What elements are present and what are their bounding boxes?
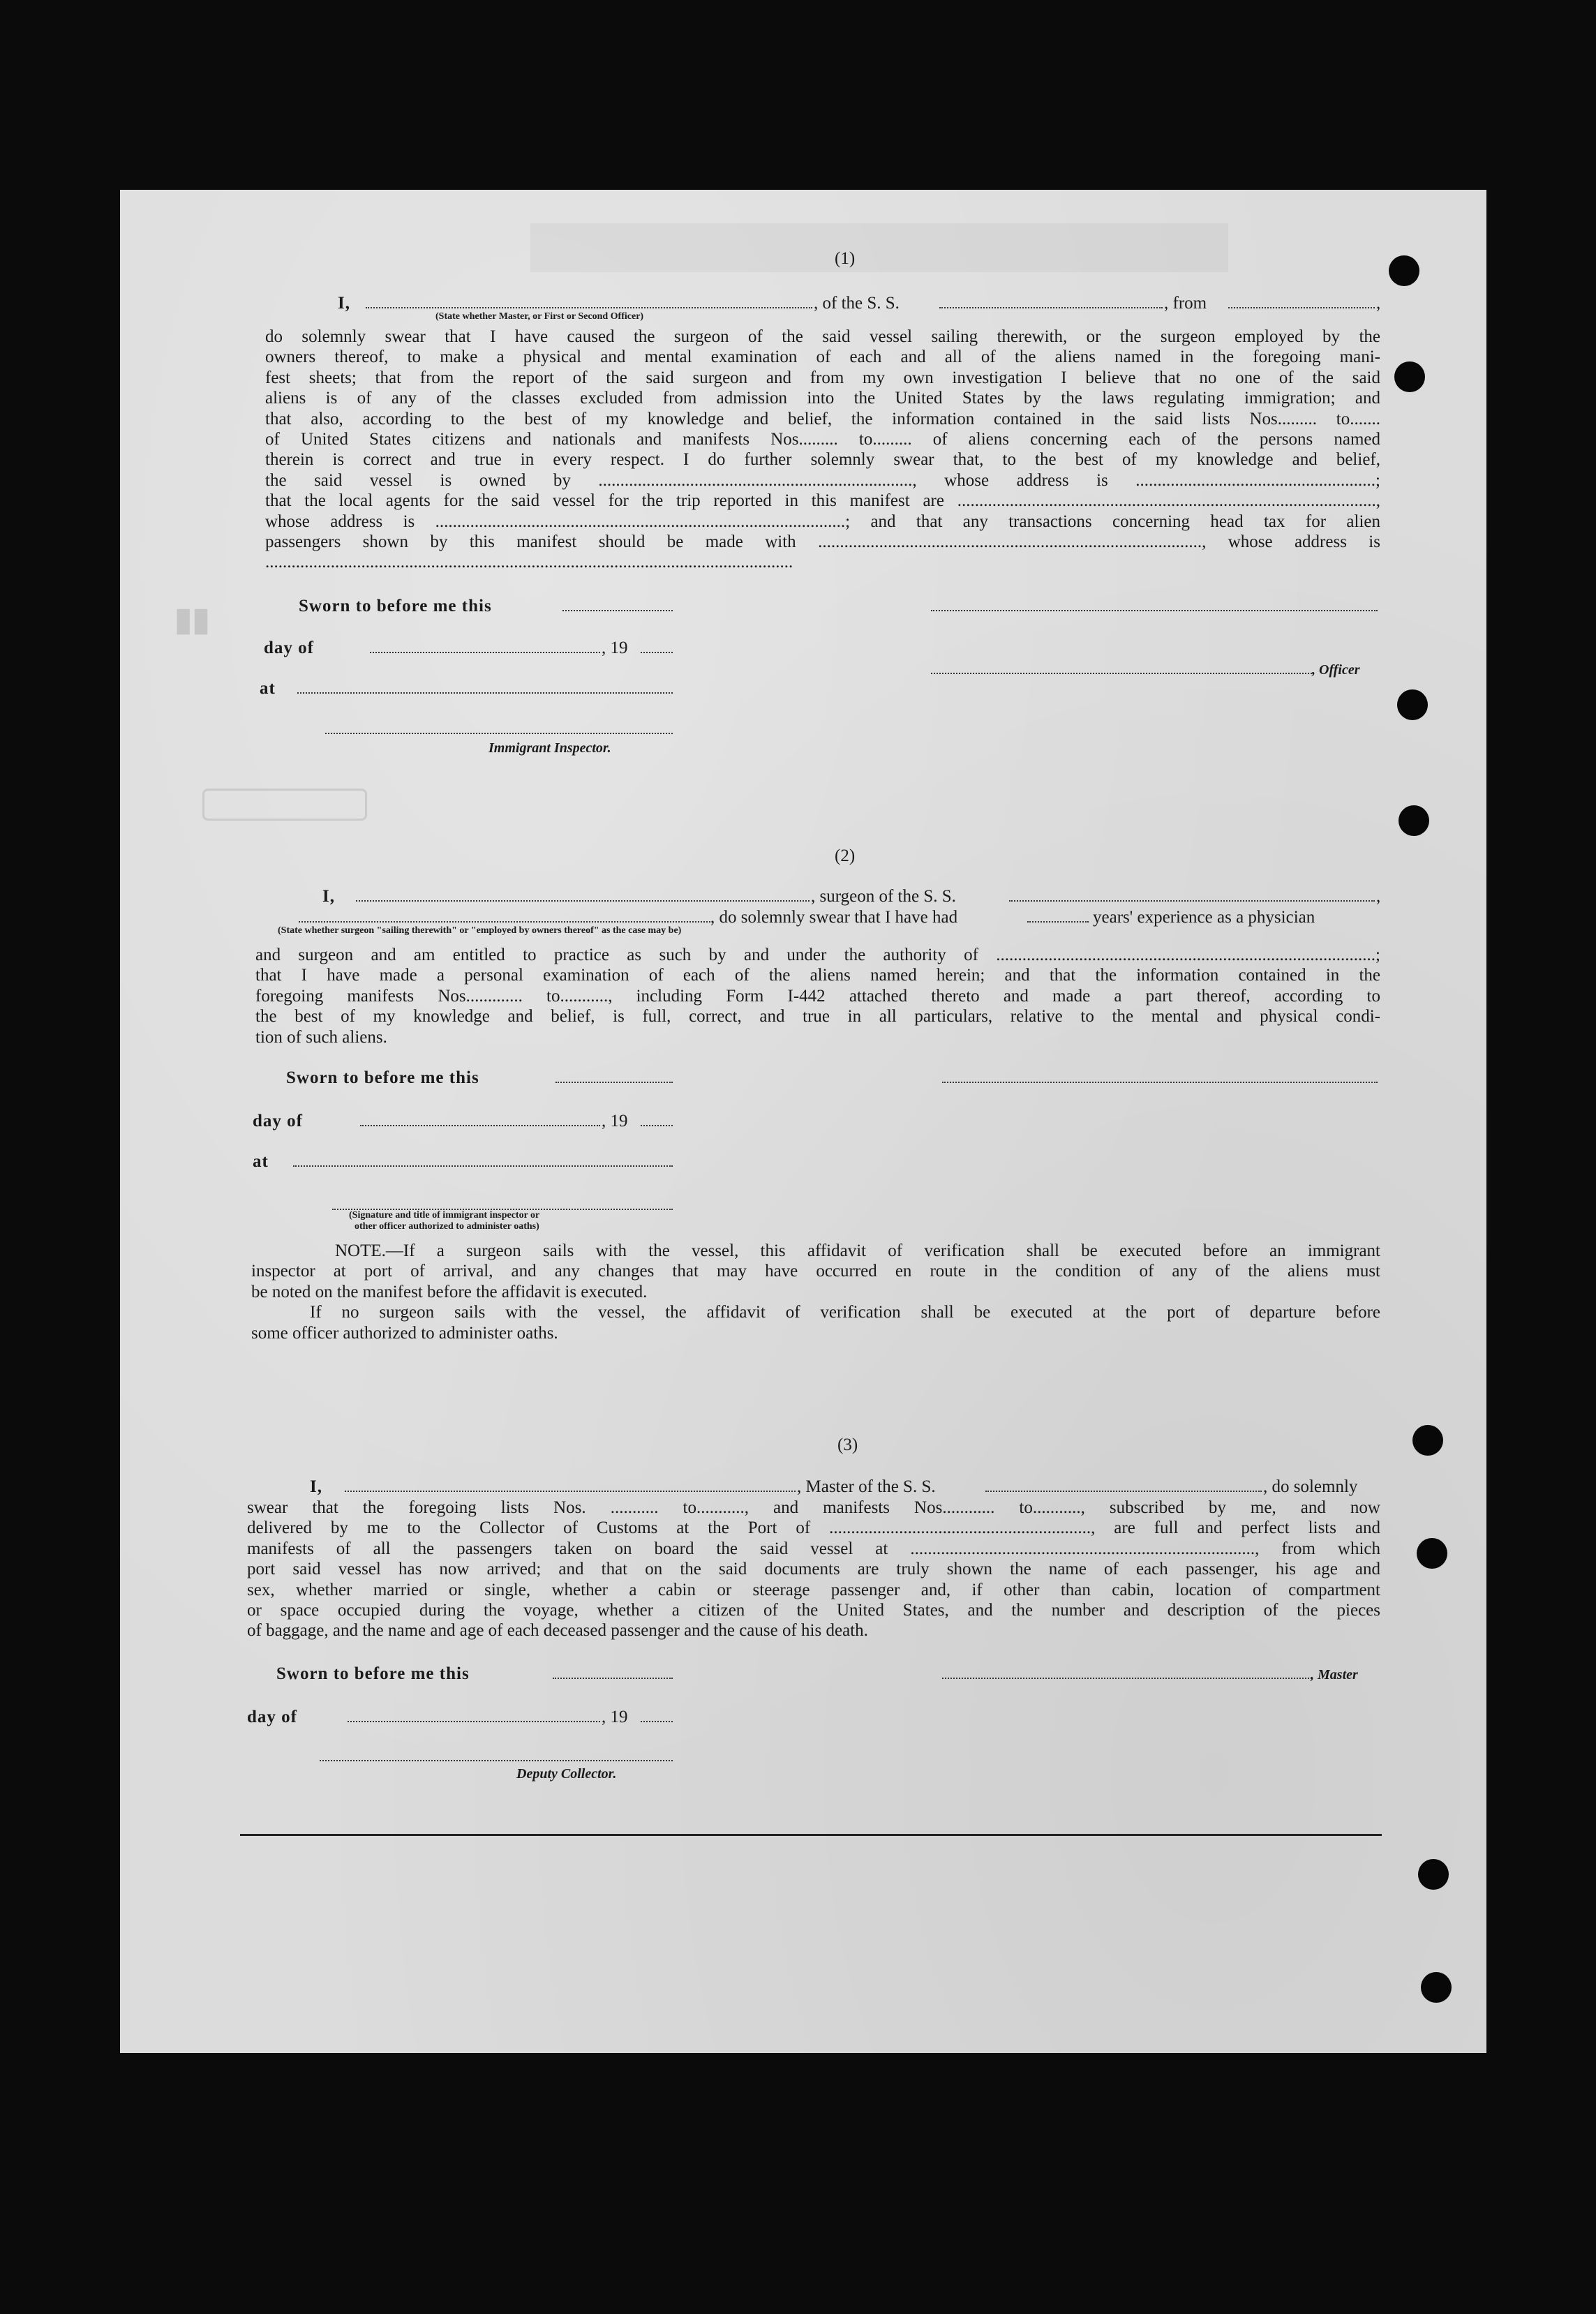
s1-from-label: , from (1164, 294, 1207, 313)
s2-years-field[interactable] (1027, 907, 1089, 923)
s2-note-line: some officer authorized to administer oaths. (251, 1323, 558, 1343)
punch-hole (1399, 805, 1429, 836)
punch-hole (1389, 255, 1419, 286)
punch-hole (1394, 361, 1425, 392)
s1-day-label: day of (264, 639, 314, 657)
s1-at-label: at (260, 679, 276, 698)
punch-hole (1421, 1972, 1452, 2003)
s3-vessel-name-field[interactable] (985, 1477, 1262, 1492)
s1-line: that also, according to the best of my knowledge and belief, the information contained in the said lists Nos......... to....... (265, 409, 1380, 428)
s2-years-label: years' experience as a physician (1093, 908, 1315, 927)
s3-line: sex, whether married or single, whether a cabin or steerage passenger and, if other than cabin, location of compartment (247, 1580, 1380, 1599)
s3-line: of baggage, and the name and age of each deceased passenger and the cause of his death. (247, 1621, 868, 1641)
s2-line: the best of my knowledge and belief, is full, correct, and true in all particulars, relative to the mental and physical condi- (255, 1007, 1380, 1027)
s1-year-field[interactable] (641, 638, 673, 653)
s1-line: therein is correct and true in every respect. I do further solemnly swear that, to the best of my knowledge and belief, (265, 450, 1380, 470)
s2-sailing-status-field[interactable] (299, 907, 710, 923)
s2-note-line: inspector at port of arrival, and any changes that may have occurred en route in the condition of any of the aliens must (251, 1262, 1380, 1281)
s2-surgeon-signature-field[interactable] (942, 1068, 1378, 1083)
s3-year-label: , 19 (602, 1708, 628, 1726)
s2-vessel-label: , surgeon of the S. S. (811, 887, 956, 906)
s3-sworn-label: Sworn to before me this (276, 1664, 470, 1683)
s3-master-name-field[interactable] (345, 1477, 796, 1492)
section-3-number: (3) (837, 1435, 858, 1454)
s2-signature-note-1: (Signature and title of immigrant inspector or (349, 1210, 540, 1221)
s3-collector-signature-field[interactable] (320, 1746, 673, 1761)
s3-line: manifests of all the passengers taken on board the said vessel at ..............................................................................., from which (247, 1539, 1380, 1558)
s2-sworn-label: Sworn to before me this (286, 1068, 479, 1087)
bleed-through-mark (530, 223, 1228, 272)
s2-sworn-date-field[interactable] (555, 1068, 673, 1083)
s2-at-label: at (253, 1152, 269, 1171)
s2-day-field[interactable] (360, 1111, 600, 1126)
s1-vessel-name-field[interactable] (939, 293, 1163, 308)
s1-line: the said vessel is owned by ........................................................................, whose address is .......................................................; (265, 470, 1380, 490)
s1-line: do solemnly swear that I have caused the surgeon of the said vessel sailing therewith, or the surgeon employed by the (265, 327, 1380, 346)
s1-officer-name-field[interactable] (366, 293, 812, 308)
s3-line: or space occupied during the voyage, whether a citizen of the United States, and the number and description of the pieces (247, 1601, 1380, 1620)
s1-officer-signature-field[interactable] (931, 659, 1312, 674)
punch-hole (1412, 1425, 1443, 1456)
s3-solemnly-label: , do solemnly (1263, 1477, 1358, 1496)
s3-day-label: day of (247, 1708, 297, 1726)
punch-hole (1397, 689, 1428, 720)
s2-end-comma: , (1376, 887, 1381, 906)
punch-hole (1417, 1538, 1447, 1569)
s1-line: of United States citizens and nationals and manifests Nos......... to......... of aliens concerning each of the persons named (265, 430, 1380, 449)
s1-officer-note: (State whether Master, or First or Second Officer) (435, 311, 644, 322)
s1-day-field[interactable] (370, 638, 600, 653)
s2-oath-text (255, 945, 1380, 1047)
s1-line: whose address is ..............................................................................................; and that any transactions concerning head tax for alien (265, 512, 1380, 531)
s3-vessel-label: , Master of the S. S. (797, 1477, 936, 1496)
s3-day-field[interactable] (348, 1707, 600, 1722)
s2-note-text (251, 1241, 1380, 1343)
s3-collector-label: Deputy Collector. (516, 1766, 617, 1782)
s3-master-label: , Master (1311, 1667, 1358, 1682)
s1-vessel-label: , of the S. S. (814, 294, 900, 313)
s3-year-field[interactable] (641, 1707, 673, 1722)
s2-at-field[interactable] (293, 1151, 673, 1167)
s1-sworn-label: Sworn to before me this (299, 597, 492, 615)
s1-at-field[interactable] (297, 678, 673, 694)
s2-note-line: be noted on the manifest before the affidavit is executed. (251, 1282, 648, 1301)
s1-line: passengers shown by this manifest should be made with ........................................................................................, whose address is (265, 532, 1380, 552)
s2-note-line: If no surgeon sails with the vessel, the affidavit of verification shall be executed at the port of departure before (310, 1303, 1380, 1322)
s3-oath-text (247, 1498, 1380, 1641)
s1-line: that the local agents for the said vessel for the trip reported in this manifest are ................................................................................................, (265, 491, 1380, 511)
s2-i-label: I, (322, 887, 335, 906)
s1-i-label: I, (338, 294, 350, 313)
s1-inspector-label: Immigrant Inspector. (489, 740, 611, 756)
s2-year-field[interactable] (641, 1111, 673, 1126)
s1-year-label: , 19 (602, 639, 628, 657)
punch-hole (1418, 1859, 1449, 1890)
s2-line: foregoing manifests Nos............. to..........., including Form I-442 attached thereto and made a part thereof, according to (255, 986, 1380, 1006)
s3-line: port said vessel has now arrived; and that on the said documents are truly shown the name of each passenger, his age and (247, 1560, 1380, 1579)
s2-day-label: day of (253, 1112, 303, 1130)
s1-line: aliens is of any of the classes excluded from admission into the United States by the laws regulating immigration; and (265, 389, 1380, 408)
section-1-number: (1) (835, 249, 856, 268)
s3-line: swear that the foregoing lists Nos. ........... to..........., and manifests Nos............ to..........., subscribed by me, and now (247, 1498, 1380, 1517)
s2-swear-label: , do solemnly swear that I have had (710, 908, 958, 927)
s2-status-note: (State whether surgeon "sailing therewith" or "employed by owners thereof" as the case may be) (278, 925, 682, 936)
s1-line: fest sheets; that from the report of the said surgeon and from my own investigation I believe that no one of the said (265, 368, 1380, 387)
s1-officer-label: , Officer (1312, 662, 1360, 678)
s1-sworn-date-field[interactable] (562, 596, 673, 611)
bleed-through-mark (202, 789, 367, 821)
s2-line: tion of such aliens. (255, 1027, 387, 1047)
s1-line: owners thereof, to make a physical and mental examination of each and all of the aliens named in the foregoing mani- (265, 348, 1380, 367)
bleed-through-mark: ▮▮ (174, 601, 210, 637)
s2-surgeon-name-field[interactable] (356, 886, 810, 902)
s1-end-comma: , (1376, 294, 1381, 313)
s1-from-field[interactable] (1228, 293, 1375, 308)
s2-vessel-name-field[interactable] (1009, 886, 1375, 902)
s2-year-label: , 19 (602, 1112, 628, 1130)
s1-inspector-signature-field[interactable] (325, 719, 673, 734)
s1-officer-signature-top[interactable] (931, 596, 1378, 611)
s1-oath-text (265, 327, 1380, 573)
bottom-rule (240, 1834, 1382, 1836)
s2-line: that I have made a personal examination of each of the aliens named herein; and that the information contained in the (255, 966, 1380, 985)
s2-inspector-signature-field[interactable] (332, 1195, 673, 1210)
s3-line: delivered by me to the Collector of Customs at the Port of ............................................................, are full and perfect lists and (247, 1518, 1380, 1538)
s3-i-label: I, (310, 1477, 322, 1496)
s3-sworn-date-field[interactable] (553, 1664, 673, 1679)
section-2-number: (2) (835, 846, 856, 865)
s3-master-signature-field[interactable] (942, 1664, 1312, 1679)
s2-line: and surgeon and am entitled to practice as such by and under the authority of .......................................................................................; (255, 946, 1380, 964)
s1-line: ......................................................................................................................... (265, 553, 793, 572)
s2-signature-note-2: other officer authorized to administer oaths) (355, 1221, 539, 1232)
s2-note-line: NOTE.—If a surgeon sails with the vessel, this affidavit of verification shall be executed before an immigrant (335, 1241, 1380, 1260)
